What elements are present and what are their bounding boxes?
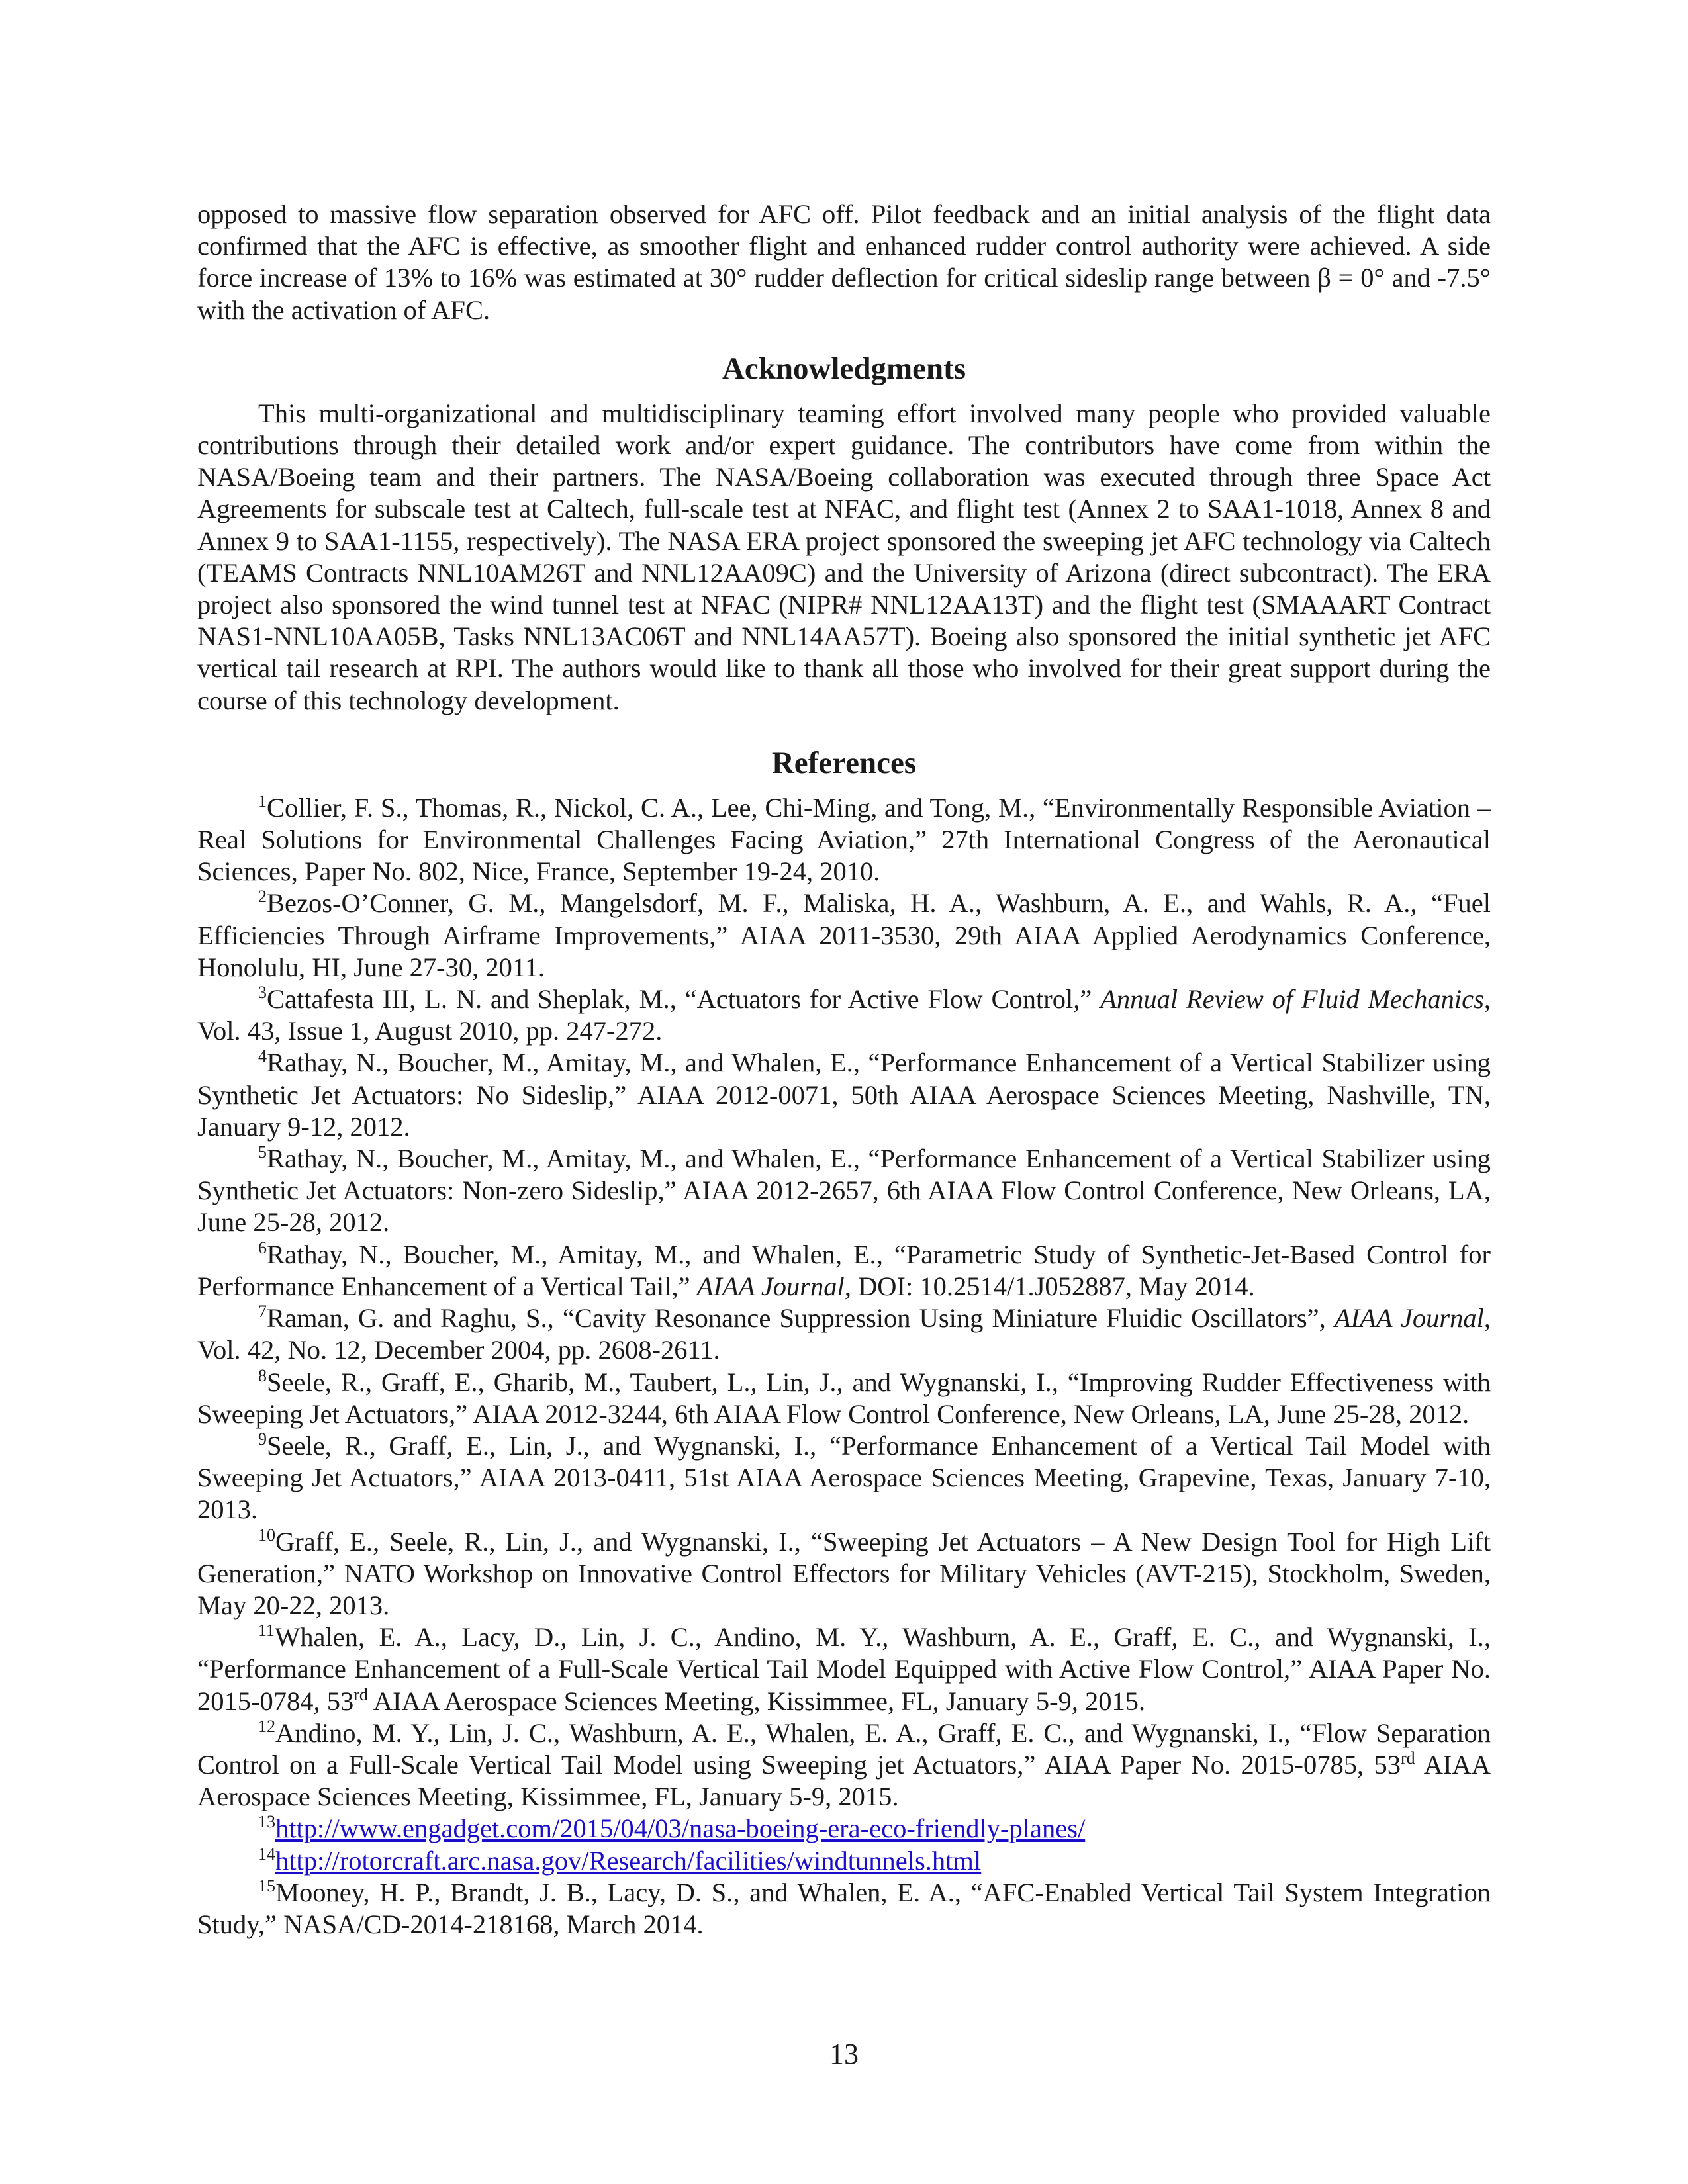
reference-item xyxy=(197,1621,1491,1717)
reference-text: , Vol. 42, No. 12, December 2004, pp. 2608-2611. xyxy=(197,1303,1491,1365)
reference-text: , DOI: 10.2514/1.J052887, May 2014. xyxy=(844,1271,1255,1301)
reference-item xyxy=(197,1877,1491,1940)
references-heading: References xyxy=(771,745,917,780)
reference-number: 7 xyxy=(258,1302,267,1322)
reference-list xyxy=(197,792,1491,1940)
page-body xyxy=(197,199,1491,1940)
reference-item xyxy=(197,1143,1491,1239)
reference-text: Raman, G. and Raghu, S., “Cavity Resonance Suppression Using Miniature Fluidic Oscillators”, xyxy=(267,1303,1335,1334)
reference-text: Rathay, N., Boucher, M., Amitay, M., and Whalen, E., “Performance Enhancement of a Vertical Stabilizer using Synthetic Jet Actuators: Non-zero Sideslip,” AIAA 2012-2657, 6th AIAA Flow Control Conference, New Orleans, LA, June 25-28, 2012. xyxy=(197,1144,1491,1238)
reference-number: 4 xyxy=(258,1046,267,1066)
reference-item xyxy=(197,1845,1491,1877)
reference-item xyxy=(197,1367,1491,1430)
reference-item xyxy=(197,1430,1491,1526)
reference-text: Graff, E., Seele, R., Lin, J., and Wygnanski, I., “Sweeping Jet Actuators – A New Design Tool for High Lift Generation,” NATO Workshop on Innovative Control Effectors for Military Vehicles (AVT-215), Stockholm, Sweden, May 20-22, 2013. xyxy=(197,1526,1491,1620)
reference-text: Bezos-O’Conner, G. M., Mangelsdorf, M. F., Maliska, H. A., Washburn, A. E., and Wahls, R. A., “Fuel Efficiencies Through Airframe Improvements,” AIAA 2011-3530, 29th AIAA Applied Aerodynamics Conference, Honolulu, HI, June 27-30, 2011. xyxy=(197,888,1491,982)
reference-item xyxy=(197,1717,1491,1813)
reference-number: 9 xyxy=(258,1429,267,1449)
acknowledgments-heading: Acknowledgments xyxy=(722,351,966,386)
reference-journal: AIAA Journal xyxy=(696,1271,845,1301)
reference-text: Cattafesta III, L. N. and Sheplak, M., “Actuators for Active Flow Control,” xyxy=(267,984,1101,1015)
reference-number: 12 xyxy=(258,1716,275,1736)
reference-text: AIAA Aerospace Sciences Meeting, Kissimmee, FL, January 5-9, 2015. xyxy=(367,1686,1146,1716)
reference-number: 15 xyxy=(258,1876,275,1895)
intro-paragraph: opposed to massive flow separation observed for AFC off. Pilot feedback and an initial analysis of the flight data confirmed that the AFC is effective, as smoother flight and enhanced rudder control authority were achieved. A side force increase of 13% to 16% was estimated at 30° rudder deflection for critical sideslip range between β = 0° and -7.5° with the activation of AFC. xyxy=(197,199,1491,325)
reference-number: 1 xyxy=(258,791,267,811)
reference-text: Andino, M. Y., Lin, J. C., Washburn, A. E., Whalen, E. A., Graff, E. C., and Wygnanski, I., “Flow Separation Control on a Full-Scale Vertical Tail Model using Sweeping jet Actuators,” AIAA Paper No. 2015-0785, 53 xyxy=(197,1717,1491,1780)
reference-item xyxy=(197,1047,1491,1143)
reference-text: Seele, R., Graff, E., Lin, J., and Wygnanski, I., “Performance Enhancement of a Vertical Tail Model with Sweeping Jet Actuators,” AIAA 2013-0411, 51st AIAA Aerospace Sciences Meeting, Grapevine, Texas, January 7-10, 2013. xyxy=(197,1430,1491,1525)
reference-journal: AIAA Journal xyxy=(1334,1303,1484,1334)
reference-number: 14 xyxy=(258,1844,275,1864)
reference-item xyxy=(197,1302,1491,1366)
reference-number: 5 xyxy=(258,1142,267,1162)
reference-number: 11 xyxy=(258,1621,275,1641)
page-number: 13 xyxy=(829,2038,859,2070)
reference-journal: Annual Review of Fluid Mechanics xyxy=(1100,984,1484,1015)
reference-number: 8 xyxy=(258,1365,267,1385)
reference-number: 3 xyxy=(258,983,267,1003)
reference-text: AIAA Aerospace Sciences Meeting, Kissimmee, FL, January 5-9, 2015. xyxy=(197,1749,1491,1812)
reference-text: Rathay, N., Boucher, M., Amitay, M., and Whalen, E., “Parametric Study of Synthetic-Jet-Based Control for Performance Enhancement of a Vertical Tail,” xyxy=(197,1239,1491,1301)
reference-link[interactable]: http://rotorcraft.arc.nasa.gov/Research/facilities/windtunnels.html xyxy=(275,1845,982,1876)
reference-item xyxy=(197,1813,1491,1844)
ordinal-suffix: rd xyxy=(353,1684,368,1704)
reference-item xyxy=(197,887,1491,983)
reference-text: , Vol. 43, Issue 1, August 2010, pp. 247-272. xyxy=(197,984,1491,1046)
reference-number: 2 xyxy=(258,887,267,907)
reference-item xyxy=(197,983,1491,1047)
reference-number: 10 xyxy=(258,1525,275,1545)
ordinal-suffix: rd xyxy=(1400,1748,1415,1768)
reference-item xyxy=(197,1239,1491,1302)
reference-text: Mooney, H. P., Brandt, J. B., Lacy, D. S., and Whalen, E. A., “AFC-Enabled Vertical Tail System Integration Study,” NASA/CD-2014-218168, March 2014. xyxy=(197,1877,1491,1939)
reference-text: Seele, R., Graff, E., Gharib, M., Taubert, L., Lin, J., and Wygnanski, I., “Improving Rudder Effectiveness with Sweeping Jet Actuators,” AIAA 2012-3244, 6th AIAA Flow Control Conference, New Orleans, LA, June 25-28, 2012. xyxy=(197,1367,1491,1429)
reference-text: Whalen, E. A., Lacy, D., Lin, J. C., Andino, M. Y., Washburn, A. E., Graff, E. C., and Wygnanski, I., “Performance Enhancement of a Full-Scale Vertical Tail Model Equipped with Active Flow Control,” AIAA Paper No. 2015-0784, 53 xyxy=(197,1622,1491,1716)
reference-item xyxy=(197,1526,1491,1622)
reference-number: 6 xyxy=(258,1238,267,1257)
reference-number: 13 xyxy=(258,1812,275,1832)
reference-item xyxy=(197,792,1491,888)
reference-text: Rathay, N., Boucher, M., Amitay, M., and Whalen, E., “Performance Enhancement of a Vertical Stabilizer using Synthetic Jet Actuators: No Sideslip,” AIAA 2012-0071, 50th AIAA Aerospace Sciences Meeting, Nashville, TN, January 9-12, 2012. xyxy=(197,1048,1491,1142)
reference-text: Collier, F. S., Thomas, R., Nickol, C. A., Lee, Chi-Ming, and Tong, M., “Environmentally Responsible Aviation – Real Solutions for Environmental Challenges Facing Aviation,” 27th International Congress of the Aeronautical Sciences, Paper No. 802, Nice, France, September 19-24, 2010. xyxy=(197,792,1491,887)
acknowledgments-paragraph: This multi-organizational and multidisciplinary teaming effort involved many people who provided valuable contributions through their detailed work and/or expert guidance. The contributors have come from within the NASA/Boeing team and their partners. The NASA/Boeing collaboration was executed through three Space Act Agreements for subscale test at Caltech, full-scale test at NFAC, and flight test (Annex 2 to SAA1-1018, Annex 8 and Annex 9 to SAA1-1155, respectively). The NASA ERA project sponsored the sweeping jet AFC technology via Caltech (TEAMS Contracts NNL10AM26T and NNL12AA09C) and the University of Arizona (direct subcontract). The ERA project also sponsored the wind tunnel test at NFAC (NIPR# NNL12AA13T) and the flight test (SMAAART Contract NAS1-NNL10AA05B, Tasks NNL13AC06T and NNL14AA57T). Boeing also sponsored the initial synthetic jet AFC vertical tail research at RPI. The authors would like to thank all those who involved for their great support during the course of this technology development. xyxy=(197,398,1491,715)
reference-link[interactable]: http://www.engadget.com/2015/04/03/nasa-boeing-era-eco-friendly-planes/ xyxy=(275,1813,1086,1844)
